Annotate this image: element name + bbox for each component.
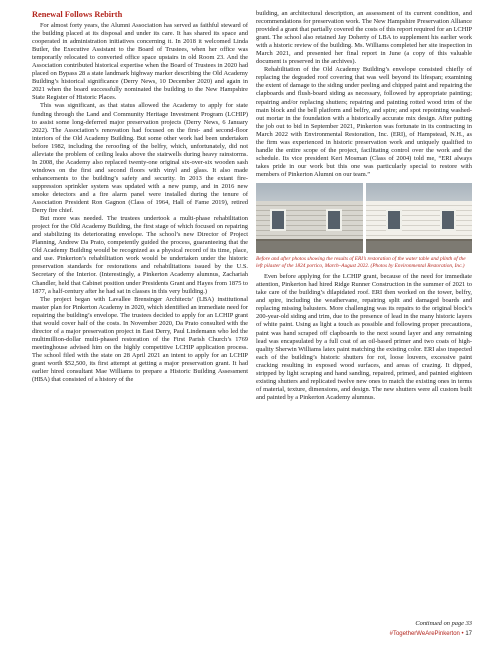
page-number: 17 — [465, 631, 472, 637]
before-after-photos — [256, 183, 472, 253]
photo-caption: Before and after photos showing the results of ERI’s restoration of the water table and plinth of the left pilaster of the 1824 portico, March–August 2022. (Photos by Environmental Restoration, Inc.) — [256, 255, 466, 269]
page-footer — [390, 631, 472, 637]
footer-separator: • — [459, 631, 466, 637]
paragraph: building, an architectural description, an assessment of its current condition, and recommendations for preservation work. The New Hampshire Preservation Alliance provided a grant that partially covered the costs of this report required for an LCHIP grant. The school also retained Jay Doherty of LBA to supplement his earlier work with a historic review of the building. Ms. Williams completed her site inspection in March 2021, and presented her final report in June (a copy of this valuable document is preserved in the archives). — [256, 10, 472, 66]
paragraph: Even before applying for the LCHIP grant, because of the need for immediate attention, Pinkerton had hired Ridge Runner Construction in the summer of 2021 to take care of the building’s dilapidated roof. ERI then worked on the tower, belfry, and spire, including the weathervane, repairing split and damaged boards and replacing missing balusters. More challenging was its repairs to the original block’s 200-year-old siding and trim, due to the presence of lead in the many historic layers of white paint. Using as light a touch as possible and following proper precautions, paint was hand scraped off clapboards to the next sound layer and any remaining lead was encapsulated by a full coat of an oil-based primer and two coats of high-quality Sherwin Williams latex paint matching the existing color. ERI also inspected each of the building’s historic shutters for rot, loose louvers, excessive paint cracking resulting in exposed wood surfaces, and areas of crazing. It dipped, stripped by light scraping and hand sanding, repaired, primed, and painted eighteen existing shutters and replicated twelve new ones to match the existing ones in terms of material, texture, dimensions, and design. The new shutters were all custom built and painted by a Pinkerton Academy alumnus. — [256, 273, 472, 401]
paragraph: The project began with Lavallee Brensinger Architects’ (LBA) institutional master plan for Pinkerton Academy in 2020, which identified an immediate need for repairing the building’s envelope. The trustees decided to apply for an LCHIP grant that would cover half of the costs. In November 2020, Da Prato consulted with the director of a major preservation project in East Derry, Paul Lindemann who led the multimillion-dollar multi-phased restoration of the First Parish Church’s 1769 meetinghouse advised him on the highly competitive LCHIP application process. The school filed with the state on 28 April 2021 an intent to apply for an LCHIP grant worth $52,500, its first attempt at getting a major preservation grant. It had earlier hired consultant Mae Williams to prepare a Historic Building Assessment (HBA) that consisted of a history of the — [32, 295, 248, 384]
article-heading: Renewal Follows Rebirth — [32, 10, 123, 19]
before-photo — [256, 183, 363, 253]
paragraph: For almost forty years, the Alumni Association has served as faithful steward of the building placed at its disposal and under its care. It has shared its space and cooperated in administration initiatives concerning it. In 2018 it welcomed Linda Butler, the Executive Assistant to the Board of Trustees, when her office was temporarily relocated to converted office space upstairs in old Room 23. And the Association contributed historical expertise when the Board of Trustees in 2020 had placed on Bypass 28 a state landmark highway marker describing the Old Academy Building’s historical significance (Derry News, 10 December 2020) and again in 2021 when the board successfully nominated the building to the New Hampshire State Register of Historic Places. — [32, 22, 248, 102]
continued-note: Continued on page 33 — [415, 620, 472, 627]
paragraph: Rehabilitation of the Old Academy Building’s envelope consisted chiefly of replacing the degraded roof covering that was well beyond its lifespan; examining the extent of damage to the siding under peeling and chipped paint and repairing the clapboards and flush-board siding as necessary, followed by appropriate painting; repairing and/or replacing shutters; repairing and painting rotted wood trim of the main block and the bell platform and belfry, and spire; and spot repointing washed-out mortar in the foundation with a historically accurate mix design. After putting the job out to bid in September 2021, Pinkerton was fortunate in its contracting in March 2022 with Environmental Restoration, Inc. (ERI), of Hampstead, N.H., as the firm was experienced in historic preservation work and uniquely qualified to handle the entire scope of the project, facilitating control over the work and the schedule. Its vice president Keri Mosman (Class of 2004) told me, “ERI always takes pride in our work but this one was particularly special to restore with members of Pinkerton Alumni on our team.” — [256, 66, 472, 178]
paragraph: But more was needed. The trustees undertook a multi-phase rehabilitation project for the Old Academy Building, the first stage of which focused on repairing and stabilizing its deteriorating envelope. The school’s new Director of Project Planning, Andrew Da Prato, competently guided the process, guaranteeing that the Old Academy Building would be recognized as a physical record of its time, place, and use. Pinkerton’s rehabilitation work would be undertaken under the historic preservation standards for restorations and rehabilitations issued by the U.S. Secretary of the Interior. (Interestingly, a Pinkerton Academy alumnus, Zachariah Chandler, held that Cabinet position under Presidents Grant and Hayes from 1875 to 1877, a half-century after he had sat in classes in this very building.) — [32, 215, 248, 295]
footer-hashtag: #TogetherWeArePinkerton — [389, 631, 460, 637]
paragraph: This was significant, as that status allowed the Academy to apply for state funding through the Land and Community Heritage Investment Program (LCHIP) to assist some long-deferred major preservation projects (Derry News, 6 January 2022). The Association’s renovation had focused on the first- and second-floor interiors of the Old Academy Building. But some other work had been undertaken before 1982, including the reroofing of the belfry, which, unfortunately, did not alleviate the problem of ceiling leaks above the stairwells during heavy rainstorms. In 2008, the Academy also replaced twenty-one original six-over-six wooden sash windows on the first and second floors with vinyl and glass. It also made enhancements to the building’s safety and security. In 2013 the extant fire-suppression sprinkler system was updated with a new pump, and in 2016 new smoke detectors and a fire alarm panel were installed during the tenure of Association President Ron Gagnon (Class of 1964, Hall of Fame 2019), retired Derry fire chief. — [32, 102, 248, 215]
left-column — [32, 10, 248, 384]
after-photo — [366, 183, 473, 253]
right-column — [256, 10, 472, 402]
